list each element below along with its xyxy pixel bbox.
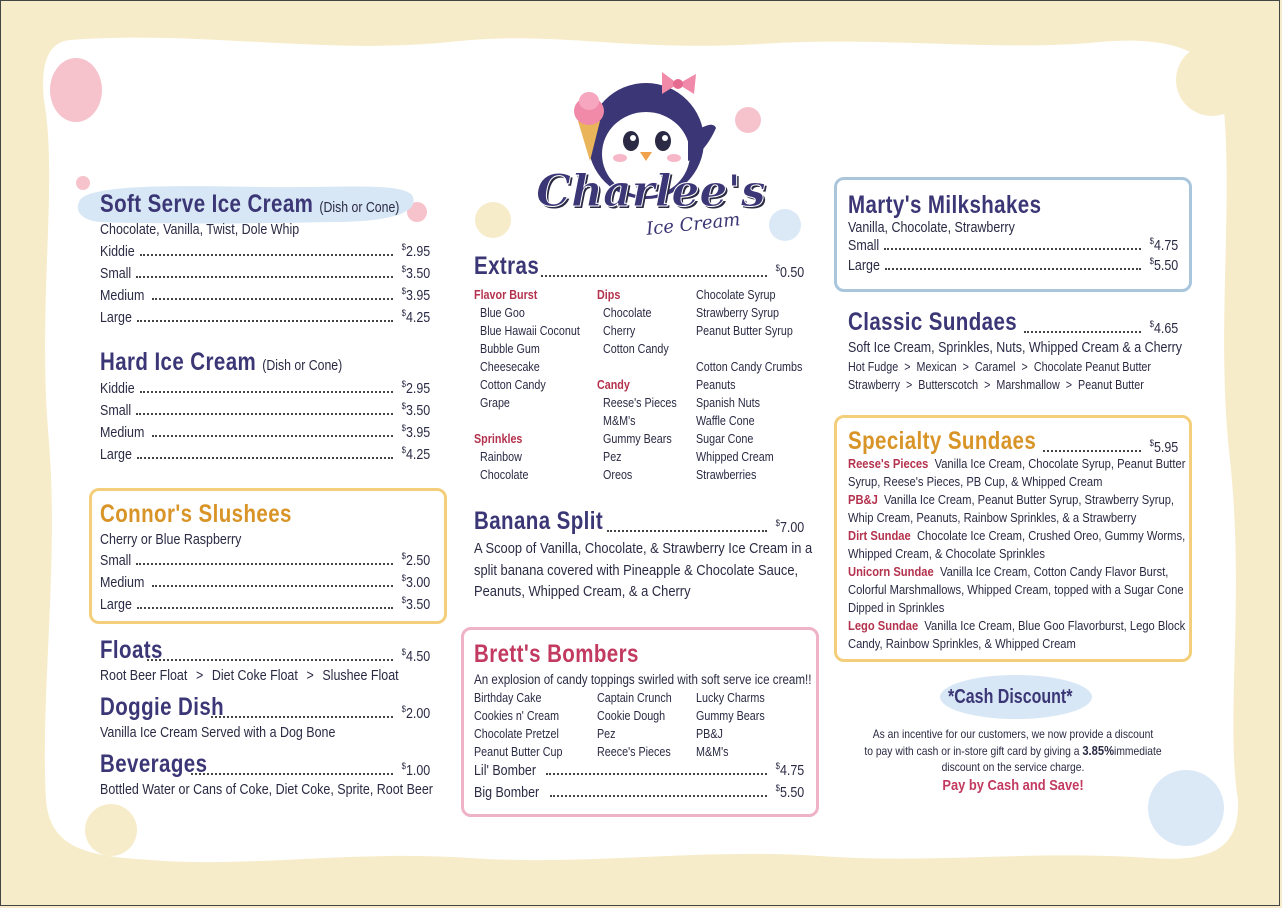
hard-section: [100, 348, 430, 377]
cash-cta: Pay by Cash and Save!: [942, 776, 1084, 794]
size-price: $3.00: [401, 573, 430, 591]
specialty-desc: Vanilla Ice Cream, Peanut Butter Syrup, Strawberry Syrup,: [884, 492, 1175, 507]
dot-leader: [137, 320, 393, 322]
size-price: $2.95: [401, 379, 430, 397]
list-item: Cotton Candy: [480, 378, 546, 392]
banana-desc-line: A Scoop of Vanilla, Chocolate, & Strawberry Ice Cream in a: [474, 540, 813, 557]
soft-serve-note: (Dish or Cone): [319, 199, 400, 216]
sprinkles-label: Sprinkles: [474, 432, 523, 446]
list-item: Gummy Bears: [603, 432, 672, 446]
size-price: $2.50: [401, 551, 430, 569]
dot-leader: [152, 585, 393, 587]
list-item: Blue Goo: [480, 306, 525, 320]
dot-leader: [152, 435, 393, 437]
spacer: [597, 358, 677, 376]
floats-item: Root Beer Float: [100, 668, 188, 684]
cash-line: As an incentive for our customers, we now provide a discount: [872, 727, 1154, 741]
size-label: Kiddie: [100, 380, 135, 397]
list-item: Sugar Cone: [696, 432, 754, 446]
classic-flavors-1: [848, 358, 1151, 376]
price-row: [100, 401, 430, 419]
floats-sep: >: [195, 668, 204, 684]
specialty-desc: Colorful Marshmallows, Whipped Cream, topped with a Sugar Cone: [848, 582, 1184, 597]
flavor-item: Butterscotch: [918, 378, 979, 392]
specialty-desc: Syrup, Reese's Pieces, PB Cup, & Whipped Cream: [848, 474, 1103, 489]
extras-price: $0.50: [775, 263, 804, 281]
dot-leader: [136, 563, 392, 565]
size-label: Large: [100, 596, 132, 613]
extras-dots: [541, 275, 766, 277]
list-item: Reece's Pieces: [597, 745, 671, 759]
size-label: Medium: [100, 574, 145, 591]
price-row: [100, 379, 430, 397]
flavor-item: Hot Fudge: [848, 360, 899, 374]
size-label: Small: [100, 402, 132, 419]
specialty-line: [848, 599, 1183, 617]
arrow-separator: >: [905, 378, 913, 392]
specialty-name: Reese's Pieces: [848, 456, 929, 471]
size-price-value: 4.75: [1153, 237, 1178, 254]
candy-list: [597, 394, 677, 484]
doggie-row: [100, 693, 430, 722]
size-price-value: 3.50: [405, 402, 430, 419]
spacer: [474, 412, 580, 430]
price-row: [100, 264, 430, 282]
size-price-value: 4.25: [405, 309, 430, 326]
sprinkles-list: [474, 448, 580, 484]
flavor-burst-label: Flavor Burst: [474, 288, 538, 302]
price-row: [100, 445, 430, 463]
list-item: Bubble Gum: [480, 342, 540, 356]
size-price: $3.50: [401, 264, 430, 282]
size-price-value: 3.00: [405, 574, 430, 591]
price-row: [474, 761, 804, 779]
dot-leader: [546, 773, 767, 775]
milkshakes-title: Marty's Milkshakes: [848, 191, 1042, 219]
list-item: Chocolate Pretzel: [474, 727, 559, 741]
classic-row: [848, 308, 1178, 337]
extras-col1: [474, 286, 580, 484]
size-price: $2.95: [401, 242, 430, 260]
specialty-desc: Vanilla Ice Cream, Blue Goo Flavorburst, Lego Block: [924, 618, 1186, 633]
slushees-desc: Cherry or Blue Raspberry: [100, 532, 242, 548]
size-price-value: 4.25: [405, 446, 430, 463]
size-label: Kiddie: [100, 243, 135, 260]
dot-leader: [136, 276, 392, 278]
size-price-value: 3.95: [405, 287, 430, 304]
floats-dots: [147, 659, 393, 661]
list-item: Grape: [480, 396, 510, 410]
list-item: Cherry: [603, 324, 636, 338]
logo: [528, 66, 766, 246]
size-label: Medium: [100, 287, 145, 304]
size-label: Lil' Bomber: [474, 762, 536, 779]
floats-price-value: 4.50: [405, 649, 430, 665]
doggie-desc: Vanilla Ice Cream Served with a Dog Bone: [100, 725, 336, 741]
arrow-separator: >: [904, 360, 911, 374]
banana-dots: [607, 530, 766, 532]
dot-leader: [140, 254, 392, 256]
specialty-name: Dirt Sundae: [848, 528, 911, 543]
dot-leader: [884, 248, 1140, 250]
cash-text: [838, 726, 1188, 794]
specialty-line: [848, 473, 1183, 491]
size-label: Small: [848, 237, 880, 254]
specialty-line: [848, 527, 1186, 545]
price-row: [100, 308, 430, 326]
list-item: Oreos: [603, 468, 633, 482]
banana-desc-line: Peanuts, Whipped Cream, & a Cherry: [474, 583, 691, 600]
cash-line-part: immediate: [1114, 743, 1162, 758]
size-price: $3.95: [401, 286, 430, 304]
size-label: Medium: [100, 424, 145, 441]
flavor-item: Marshmallow: [996, 378, 1060, 392]
extras-title: Extras: [474, 252, 540, 280]
dot-leader: [140, 391, 392, 393]
arrow-separator: >: [1065, 378, 1073, 392]
extras-col2: [597, 286, 677, 484]
specialty-desc: Whipped Cream, & Chocolate Sprinkles: [848, 546, 1045, 561]
list-item: Cotton Candy: [603, 342, 669, 356]
arrow-separator: >: [962, 360, 969, 374]
list-item: Peanut Butter Syrup: [696, 324, 793, 338]
soft-serve-desc: Chocolate, Vanilla, Twist, Dole Whip: [100, 222, 300, 238]
bombers-col3: [696, 689, 765, 761]
specialty-desc: Dipped in Sprinkles: [848, 600, 945, 615]
doggie-dots: [211, 716, 392, 718]
floats-title: Floats: [100, 636, 163, 664]
dips-label: Dips: [597, 288, 621, 302]
classic-desc: Soft Ice Cream, Sprinkles, Nuts, Whipped Cream & a Cherry: [848, 340, 1183, 356]
price-row: [848, 236, 1178, 254]
specialty-line: [848, 635, 1183, 653]
beverages-row: [100, 750, 430, 779]
dot-leader: [136, 413, 392, 415]
specialty-desc: Chocolate Ice Cream, Crushed Oreo, Gummy Worms,: [916, 528, 1186, 543]
list-item: Pez: [597, 727, 616, 741]
cash-line: discount on the service charge.: [941, 760, 1085, 774]
specialty-desc: Vanilla Ice Cream, Cotton Candy Flavor Burst,: [939, 564, 1169, 579]
price-row: [100, 286, 430, 304]
specialty-desc: Whip Cream, Peanuts, Rainbow Sprinkles, & a Strawberry: [848, 510, 1137, 525]
specialty-desc: Vanilla Ice Cream, Chocolate Syrup, Peanut Butter: [934, 456, 1186, 471]
flavor-item: Chocolate Peanut Butter: [1033, 360, 1151, 374]
beverages-title: Beverages: [100, 750, 208, 778]
specialty-price: $5.95: [1149, 438, 1178, 456]
milkshakes-desc: Vanilla, Chocolate, Strawberry: [848, 220, 1015, 236]
price-row: [100, 551, 430, 569]
hard-note: (Dish or Cone): [262, 357, 343, 374]
classic-price-value: 4.65: [1153, 321, 1178, 337]
specialty-dots: [1043, 450, 1140, 452]
list-item: Spanish Nuts: [696, 396, 760, 410]
cash-percent: 3.85%: [1082, 742, 1115, 758]
size-price-value: 4.75: [779, 762, 804, 779]
list-item: Cotton Candy Crumbs: [696, 360, 803, 374]
spacer: [696, 340, 802, 358]
list-item: M&M's: [603, 414, 636, 428]
flavor-item: Peanut Butter: [1078, 378, 1144, 392]
dot-leader: [137, 457, 393, 459]
slushees-title: Connor's Slushees: [100, 500, 292, 528]
soft-serve-section: [100, 190, 430, 219]
banana-price: $7.00: [775, 518, 804, 536]
size-price-value: 3.50: [405, 596, 430, 613]
list-item: Strawberries: [696, 468, 757, 482]
size-price-value: 5.50: [1153, 257, 1178, 274]
soft-serve-title: [100, 190, 400, 219]
specialty-row: [848, 427, 1178, 456]
list-item: Gummy Bears: [696, 709, 765, 723]
dot-leader: [152, 298, 393, 300]
hard-title: [100, 348, 371, 377]
doggie-price: $2.00: [401, 704, 430, 722]
list-item: Chocolate: [603, 306, 652, 320]
size-label: Large: [848, 257, 880, 274]
size-price: $4.75: [775, 761, 804, 779]
cash-title: *Cash Discount*: [948, 686, 1073, 708]
bombers-title: Brett's Bombers: [474, 640, 639, 668]
specialty-line: [848, 581, 1183, 599]
specialty-line: [848, 455, 1186, 473]
size-label: Big Bomber: [474, 784, 540, 801]
beverages-price: $1.00: [401, 761, 430, 779]
specialty-name: PB&J: [848, 492, 878, 507]
size-price: $4.25: [401, 308, 430, 326]
list-item: Captain Crunch: [597, 691, 672, 705]
cash-line-part: to pay with cash or in-store gift card by giving a: [864, 743, 1080, 758]
list-item: Peanuts: [696, 378, 736, 392]
size-price: $3.50: [401, 595, 430, 613]
specialty-price-value: 5.95: [1153, 440, 1178, 456]
price-row: [848, 256, 1178, 274]
doggie-price-value: 2.00: [405, 706, 430, 722]
list-item: Reese's Pieces: [603, 396, 677, 410]
list-item: Pez: [603, 450, 622, 464]
flavor-item: Mexican: [916, 360, 957, 374]
size-price-value: 3.95: [405, 424, 430, 441]
size-price: $5.50: [1149, 256, 1178, 274]
size-price: $5.50: [775, 783, 804, 801]
list-item: Cheesecake: [480, 360, 540, 374]
list-item: Whipped Cream: [696, 450, 774, 464]
size-price: $3.50: [401, 401, 430, 419]
cash-line: [863, 743, 1164, 760]
specialty-title: Specialty Sundaes: [848, 427, 1037, 455]
floats-item: Slushee Float: [322, 668, 399, 684]
dips-list: [597, 304, 677, 358]
classic-title: Classic Sundaes: [848, 308, 1018, 336]
bombers-desc: An explosion of candy toppings swirled with soft serve ice cream!!: [474, 672, 812, 687]
banana-desc-line: split banana covered with Pineapple & Chocolate Sauce,: [474, 561, 799, 579]
logo-name: Charlee's: [536, 166, 766, 217]
list-item: Strawberry Syrup: [696, 306, 780, 320]
floats-sep: >: [306, 668, 314, 684]
bombers-col1: [474, 689, 562, 761]
specialty-line: [848, 545, 1183, 563]
list-item: Chocolate Syrup: [696, 288, 776, 302]
dot-leader: [137, 607, 393, 609]
specialty-name: Unicorn Sundae: [848, 564, 934, 579]
list-item: Waffle Cone: [696, 414, 755, 428]
candy-label: Candy: [597, 378, 630, 392]
size-price-value: 2.50: [405, 552, 430, 569]
specialty-line: [848, 509, 1183, 527]
specialty-line: [848, 491, 1183, 509]
banana-price-value: 7.00: [779, 520, 804, 536]
list-item: PB&J: [696, 727, 723, 741]
soft-serve-title-text: Soft Serve Ice Cream: [100, 190, 314, 218]
size-label: Small: [100, 552, 132, 569]
classic-flavors-2: [848, 376, 1144, 394]
size-price-value: 2.95: [405, 243, 430, 260]
doggie-title: Doggie Dish: [100, 693, 225, 721]
size-price: $4.75: [1149, 236, 1178, 254]
flavor-burst-list: [474, 304, 580, 412]
list-item: Birthday Cake: [474, 691, 542, 705]
dot-leader: [885, 268, 1141, 270]
size-price-value: 2.95: [405, 380, 430, 397]
toppings-list: [696, 358, 802, 484]
beverages-dots: [191, 773, 393, 775]
arrow-separator: >: [984, 378, 991, 392]
extras-row: [474, 252, 804, 281]
extras-price-value: 0.50: [779, 265, 804, 281]
floats-list: [100, 668, 399, 684]
floats-item: Diet Coke Float: [211, 668, 298, 684]
price-row: [100, 242, 430, 260]
size-price-value: 5.50: [779, 784, 804, 801]
flavor-item: Caramel: [974, 360, 1016, 374]
floats-price: $4.50: [401, 647, 430, 665]
price-row: [100, 595, 430, 613]
size-label: Large: [100, 446, 132, 463]
syrups-list: [696, 286, 802, 340]
hard-title-text: Hard Ice Cream: [100, 348, 257, 376]
beverages-desc: Bottled Water or Cans of Coke, Diet Coke, Sprite, Root Beer: [100, 782, 433, 798]
banana-row: [474, 507, 804, 536]
size-label: Small: [100, 265, 132, 282]
size-price-value: 3.50: [405, 265, 430, 282]
specialty-line: [848, 617, 1186, 635]
list-item: Blue Hawaii Coconut: [480, 324, 580, 338]
banana-desc: [474, 538, 812, 603]
list-item: Chocolate: [480, 468, 529, 482]
classic-dots: [1024, 331, 1141, 333]
list-item: Rainbow: [480, 450, 522, 464]
specialty-line: [848, 563, 1183, 581]
list-item: M&M's: [696, 745, 729, 759]
list-item: Peanut Butter Cup: [474, 745, 563, 759]
dot-leader: [550, 795, 767, 797]
list-item: Cookie Dough: [597, 709, 666, 723]
size-price: $4.25: [401, 445, 430, 463]
list-item: Cookies n' Cream: [474, 709, 560, 723]
arrow-separator: >: [1021, 360, 1028, 374]
specialty-desc: Candy, Rainbow Sprinkles, & Whipped Cream: [848, 636, 1076, 651]
price-row: [100, 423, 430, 441]
size-price: $3.95: [401, 423, 430, 441]
logo-tagline: Ice Cream: [645, 209, 742, 240]
banana-title: Banana Split: [474, 507, 604, 535]
beverages-price-value: 1.00: [405, 763, 430, 779]
bombers-col2: [597, 689, 672, 761]
price-row: [100, 573, 430, 591]
specialty-name: Lego Sundae: [848, 618, 919, 633]
classic-price: $4.65: [1149, 319, 1178, 337]
flavor-item: Strawberry: [848, 378, 900, 392]
price-row: [474, 783, 804, 801]
floats-row: [100, 636, 430, 665]
list-item: Lucky Charms: [696, 691, 765, 705]
specialty-list: [848, 455, 1186, 653]
extras-col3: [696, 286, 802, 484]
size-label: Large: [100, 309, 132, 326]
